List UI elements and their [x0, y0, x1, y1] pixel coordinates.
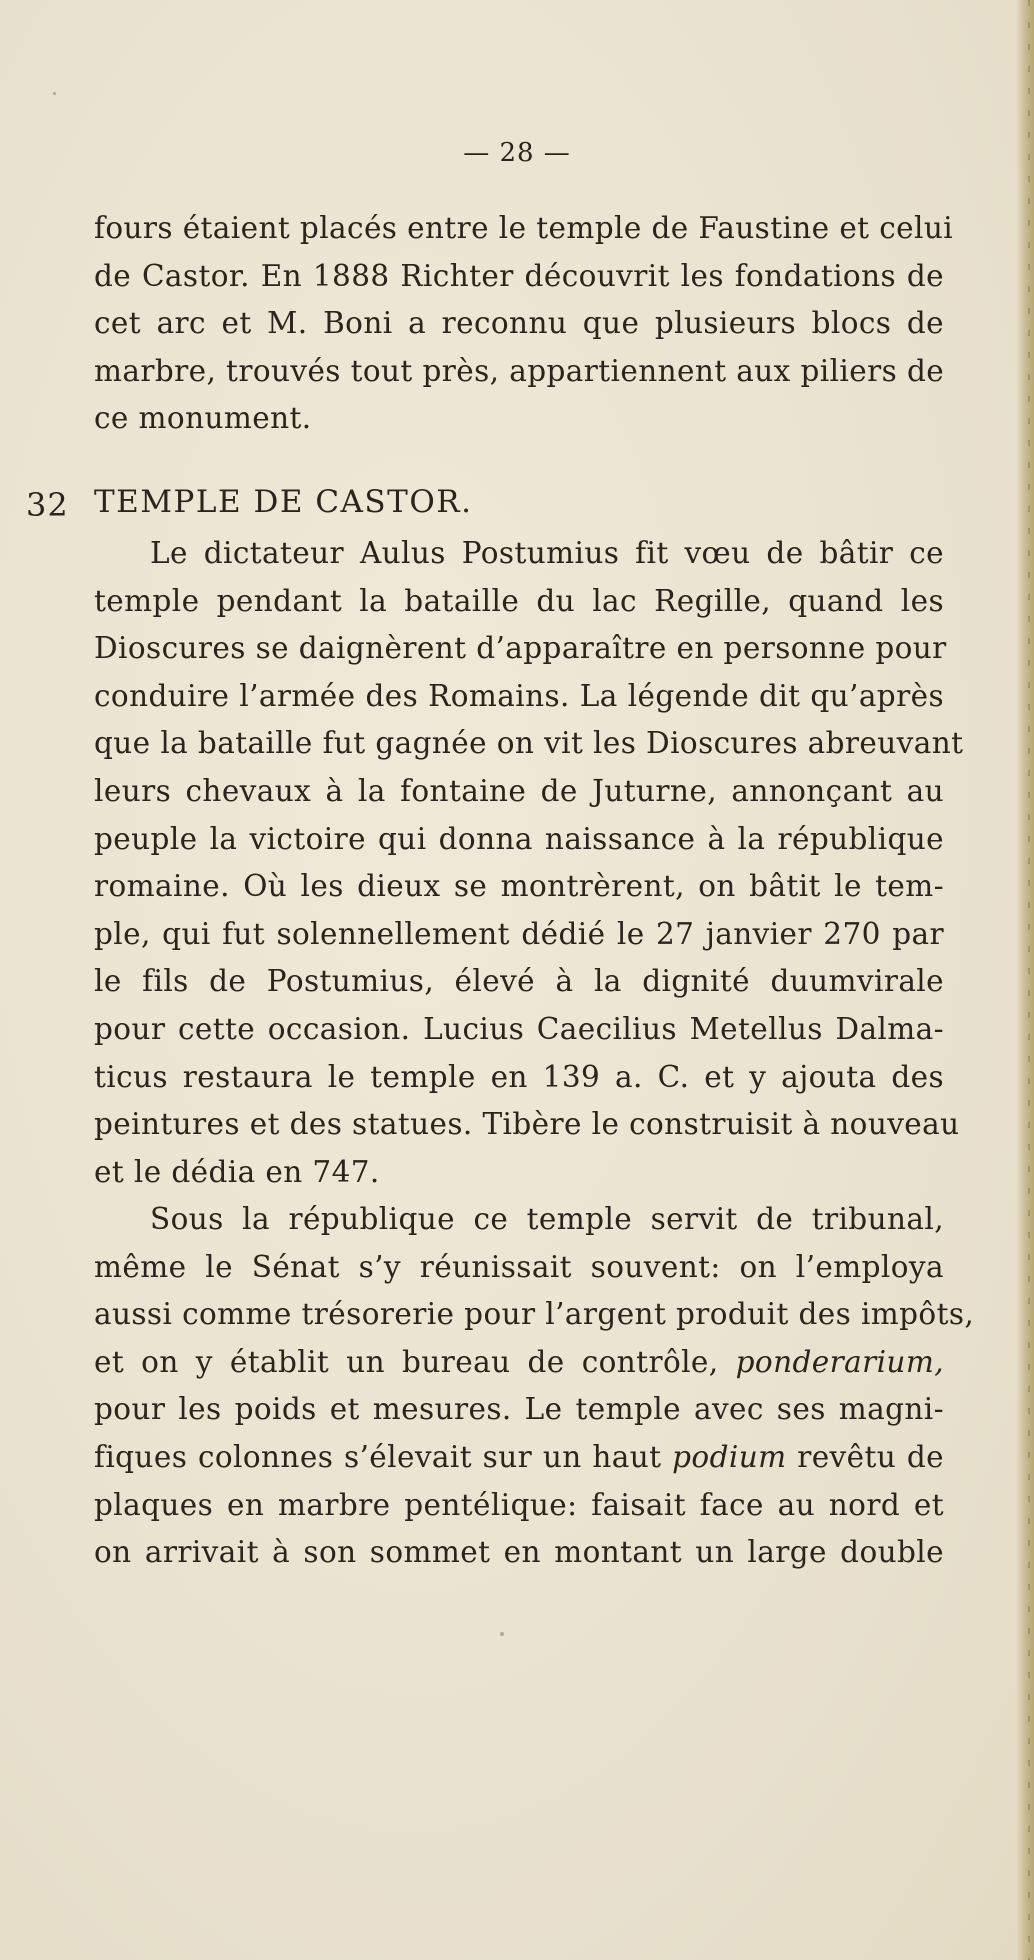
text-line: conduire l’armée des Romains. La légende dit qu’après — [94, 678, 944, 713]
page-edge — [1016, 0, 1034, 1960]
paragraph-1 — [94, 530, 964, 1196]
intro-paragraph — [94, 205, 954, 443]
text-line: ticus restaura le temple en 139 a. C. et y ajouta des — [94, 1059, 944, 1094]
paper-speck — [53, 92, 56, 95]
text-line: romaine. Où les dieux se montrèrent, on bâtit le tem- — [94, 869, 944, 904]
text-line: temple pendant la bataille du lac Regille, quand les — [94, 583, 944, 618]
section-heading: TEMPLE DE CASTOR. — [94, 484, 473, 520]
text-segment: revêtu de — [786, 1439, 944, 1474]
margin-section-number: 32 — [26, 486, 69, 524]
text-line — [94, 1434, 944, 1482]
text-line: pour cette occasion. Lucius Caecilius Metellus Dalma- — [94, 1011, 944, 1046]
text-line: cet arc et M. Boni a reconnu que plusieurs blocs de — [94, 306, 944, 341]
italic-term-podium: podium — [672, 1439, 787, 1474]
text-line: Sous la république ce temple servit de tribunal, — [150, 1202, 944, 1236]
text-line: ce monument. — [94, 401, 312, 436]
text-line: et le dédia en 747. — [94, 1154, 380, 1189]
text-line: peintures et des statues. Tibère le construisit à nouveau — [94, 1107, 960, 1142]
text-line: leurs chevaux à la fontaine de Juturne, annonçant au — [94, 773, 944, 808]
text-line: de Castor. En 1888 Richter découvrit les fondations de — [94, 258, 944, 293]
text-line: pour les poids et mesures. Le temple avec ses magni- — [94, 1392, 944, 1427]
text-line: aussi comme trésorerie pour l’argent produit des impôts, — [94, 1297, 975, 1332]
text-line: marbre, trouvés tout près, appartiennent aux piliers de — [94, 353, 945, 388]
text-line: peuple la victoire qui donna naissance à la république — [94, 821, 944, 856]
text-line: plaques en marbre pentélique: faisait face au nord et — [94, 1487, 944, 1522]
italic-term-ponderarium: ponderarium, — [735, 1344, 944, 1379]
text-line: que la bataille fut gagnée on vit les Dioscures abreuvant — [94, 726, 964, 761]
text-line: Le dictateur Aulus Postumius fit vœu de bâtir ce — [150, 536, 944, 570]
text-segment: fiques colonnes s’élevait sur un haut — [94, 1439, 673, 1474]
text-line: ple, qui fut solennellement dédié le 27 janvier 270 par — [94, 916, 944, 951]
text-line: le fils de Postumius, élevé à la dignité duumvirale — [94, 964, 944, 999]
text-line — [94, 1339, 944, 1387]
text-line: Dioscures se daignèrent d’apparaître en personne pour — [94, 631, 947, 666]
page-number: — 28 — — [463, 138, 571, 168]
text-line: fours étaient placés entre le temple de Faustine et celui — [94, 211, 954, 245]
text-line: on arrivait à son sommet en montant un large double — [94, 1535, 944, 1570]
paragraph-2 — [94, 1196, 975, 1577]
text-line: même le Sénat s’y réunissait souvent: on l’employa — [94, 1249, 944, 1284]
text-segment: et on y établit un bureau de contrôle, — [94, 1344, 736, 1379]
paper-speck — [500, 1632, 504, 1636]
